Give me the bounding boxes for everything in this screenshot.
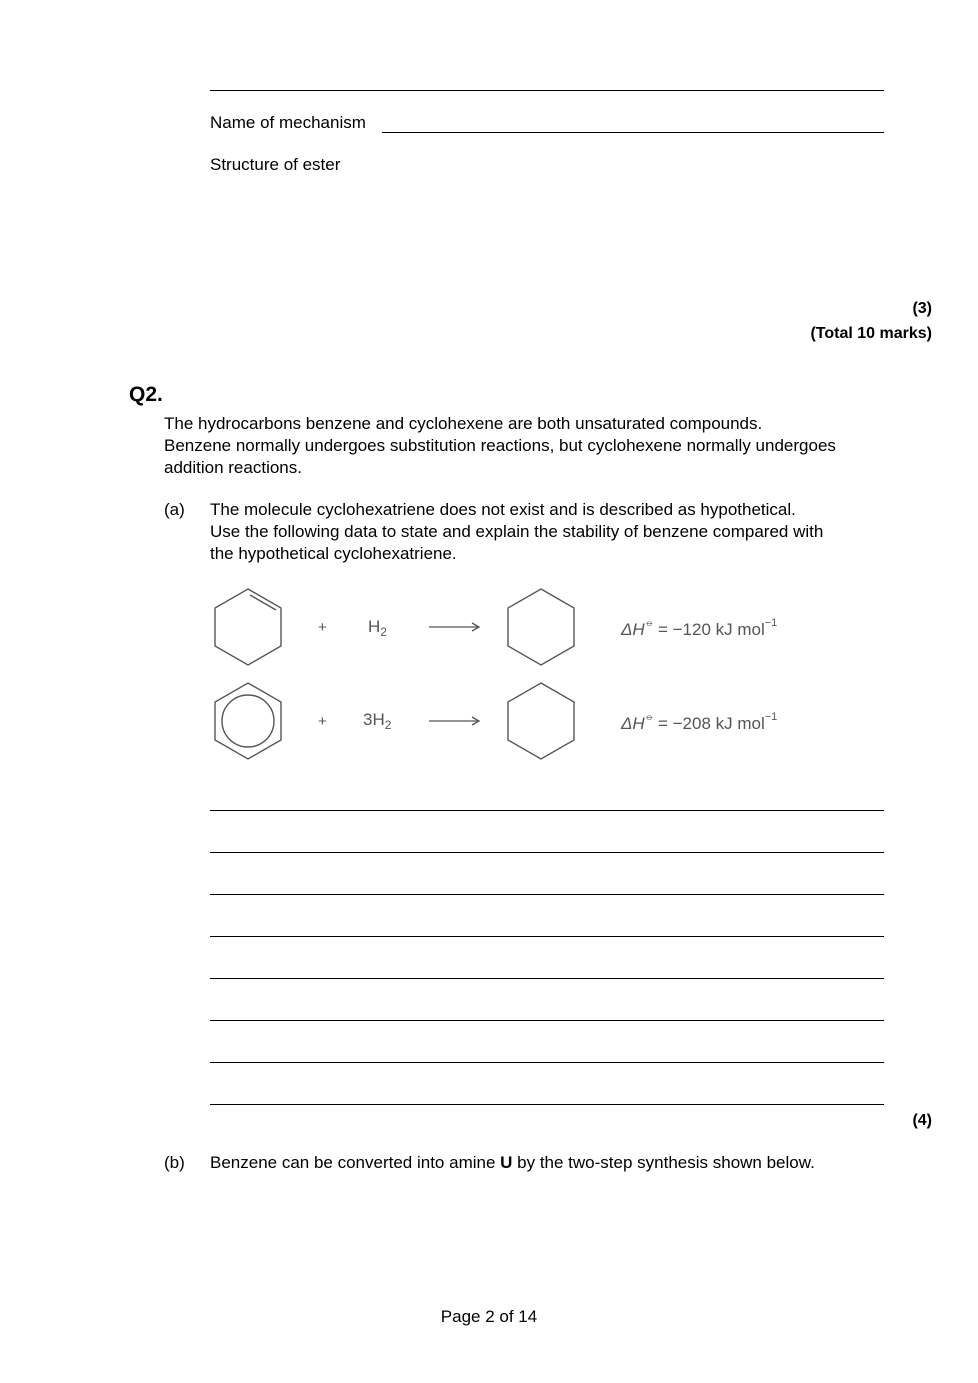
structure-label: Structure of ester: [210, 155, 341, 174]
answer-line[interactable]: [210, 894, 884, 895]
answer-line[interactable]: [210, 978, 884, 979]
answer-line[interactable]: [210, 1104, 884, 1105]
answer-line[interactable]: [210, 1062, 884, 1063]
page-number: Page 2 of 14: [440, 1307, 538, 1326]
answer-line[interactable]: [210, 852, 884, 853]
mechanism-label: Name of mechanism: [210, 113, 366, 132]
plus-sign: +: [318, 619, 327, 636]
cyclohexene-structure: [215, 589, 281, 665]
cyclohexane-structure: [508, 589, 574, 665]
intro-line: Benzene normally undergoes substitution reactions, but cyclohexene normally undergoes: [164, 436, 836, 455]
part-a-line: Use the following data to state and explain the stability of benzene compared with: [210, 522, 824, 541]
reaction-scheme: [200, 580, 820, 770]
answer-line[interactable]: [210, 936, 884, 937]
reaction-arrow: [429, 623, 479, 631]
total-marks: (Total 10 marks): [810, 325, 932, 342]
question-number: Q2.: [129, 383, 163, 406]
marks-indicator: (4): [912, 1112, 932, 1129]
intro-line: The hydrocarbons benzene and cyclohexene are both unsaturated compounds.: [164, 414, 763, 433]
mechanism-answer-line[interactable]: [382, 132, 884, 133]
enthalpy-change-1: ΔH⦵ = −120 kJ mol$^{-1}$: [621, 617, 778, 639]
reagent-3h2: $3H_2$: [363, 710, 392, 732]
part-a-line: The molecule cyclohexatriene does not exist and is described as hypothetical.: [210, 500, 796, 519]
answer-line[interactable]: [210, 90, 884, 91]
enthalpy-change-2: ΔH⦵ = −208 kJ mol$^{-1}$: [621, 711, 778, 733]
marks-indicator: (3): [912, 300, 932, 317]
benzene-structure: [215, 683, 281, 759]
part-b-text: Benzene can be converted into amine U by the two-step synthesis shown below.: [210, 1153, 815, 1172]
reaction-arrow: [429, 717, 479, 725]
answer-line[interactable]: [210, 810, 884, 811]
part-a-label: (a): [164, 500, 185, 519]
part-b-label: (b): [164, 1153, 185, 1172]
answer-line[interactable]: [210, 1020, 884, 1021]
cyclohexane-structure: [508, 683, 574, 759]
reagent-h2: $H_2$: [368, 617, 387, 639]
intro-line: addition reactions.: [164, 458, 302, 477]
part-a-line: the hypothetical cyclohexatriene.: [210, 544, 457, 563]
plus-sign: +: [318, 713, 327, 730]
